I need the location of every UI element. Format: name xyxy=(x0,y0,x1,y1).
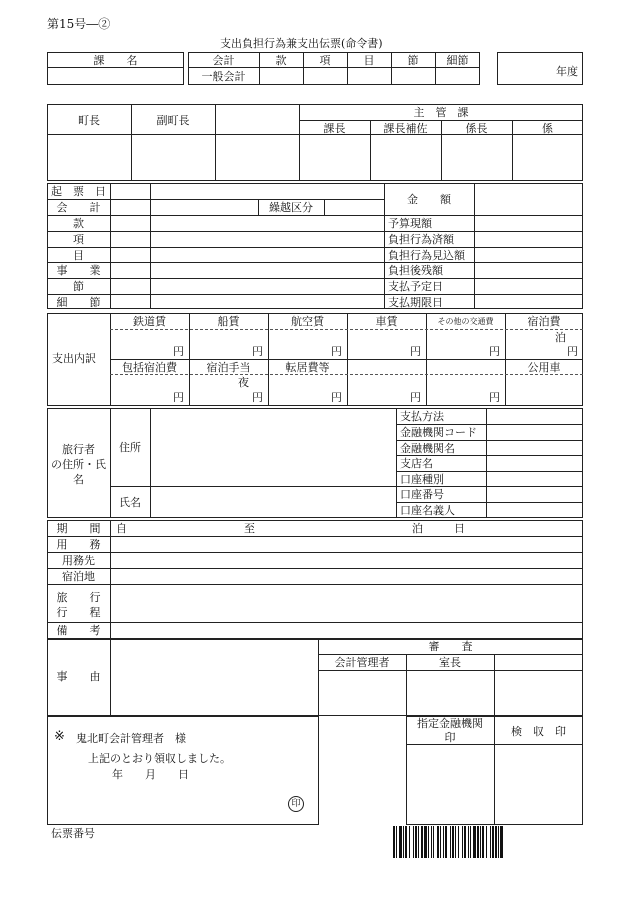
voucher-number-label: 伝票番号 xyxy=(51,827,95,840)
expense-lodging: 宿泊費 xyxy=(527,315,561,328)
budget-label-6: 節 xyxy=(73,280,84,293)
itinerary-label-2: 行 程 xyxy=(56,606,101,619)
period-nights: 泊 日 xyxy=(412,522,475,535)
budget-right-1: 負担行為済額 xyxy=(388,233,454,246)
kan-label: 款 xyxy=(275,54,287,67)
inspection-seal-label: 検 収 印 xyxy=(511,725,566,738)
expense-ship: 船賃 xyxy=(217,315,240,328)
director-label: 室長 xyxy=(439,656,461,669)
bank-label-0: 支払方法 xyxy=(400,410,444,423)
expense-allowance: 宿泊手当 xyxy=(206,361,251,374)
receipt-mark: ※ xyxy=(54,729,65,744)
expense-other: その他の交通費 xyxy=(437,317,494,326)
barcode xyxy=(393,826,583,858)
budget-label-4: 目 xyxy=(73,249,84,262)
page-title: 支出負担行為兼支出伝票(命令書) xyxy=(220,37,383,50)
period-to: 至 xyxy=(244,522,255,535)
remarks-label: 備 考 xyxy=(56,624,101,637)
audit-label: 審 査 xyxy=(428,640,473,653)
expense-air: 航空賃 xyxy=(291,315,324,328)
budget-label-3: 項 xyxy=(73,233,84,246)
setsu-label: 節 xyxy=(407,54,419,67)
expense-car: 車賃 xyxy=(375,315,398,328)
period-from: 自 xyxy=(116,522,127,535)
bank-label-2: 金融機関名 xyxy=(400,442,455,455)
budget-right-2: 負担行為見込額 xyxy=(388,249,465,262)
reason-label: 事 由 xyxy=(56,670,101,683)
barcode-bar xyxy=(500,826,503,858)
chief-label: 課長 xyxy=(323,122,346,135)
haku-label: 泊 xyxy=(555,331,566,344)
yen-10: 円 xyxy=(410,391,421,404)
itinerary-label-1: 旅 行 xyxy=(56,591,101,604)
name-label: 氏名 xyxy=(119,496,141,509)
yen-3: 円 xyxy=(331,345,342,358)
business-label: 用 務 xyxy=(56,538,101,551)
period-label: 期 間 xyxy=(56,522,101,535)
budget-label-0: 起 票 日 xyxy=(51,185,106,198)
yen-11: 円 xyxy=(489,391,500,404)
moku-label: 目 xyxy=(363,54,375,67)
kou-label: 項 xyxy=(319,54,331,67)
budget-right-4: 支払予定日 xyxy=(388,280,443,293)
yen-6: 円 xyxy=(567,345,578,358)
yen-2: 円 xyxy=(252,345,263,358)
expense-section-label: 支出内訳 xyxy=(52,352,96,365)
bank-label-3: 支店名 xyxy=(400,457,433,470)
bank-seal-label-2: 印 xyxy=(444,731,456,744)
staff-label: 係 xyxy=(542,122,553,135)
accounting-label: 会計 xyxy=(212,54,235,67)
budget-right-0: 予算現額 xyxy=(388,217,432,230)
yen-9: 円 xyxy=(331,391,342,404)
receipt-addressee: 鬼北町会計管理者 様 xyxy=(76,732,186,745)
seal-icon: 印 xyxy=(288,796,304,812)
budget-label-1: 会 計 xyxy=(56,201,101,214)
bank-label-5: 口座番号 xyxy=(400,488,444,501)
fiscal-year-label: 年度 xyxy=(556,65,578,78)
ka-label: 課 名 xyxy=(93,54,138,67)
destination-label: 用務先 xyxy=(62,554,95,567)
budget-right-3: 負担後残額 xyxy=(388,264,443,277)
mayor-label: 町長 xyxy=(78,114,100,127)
saisetsu-label: 細節 xyxy=(446,54,469,67)
traveler-label-1: 旅行者 xyxy=(62,443,95,456)
yen-8: 円 xyxy=(252,391,263,404)
expense-official-car: 公用車 xyxy=(527,361,561,374)
bank-label-6: 口座名義人 xyxy=(400,504,455,517)
receipt-text: 上記のとおり領収しました。 xyxy=(88,752,231,765)
supervisor-label: 係長 xyxy=(465,122,488,135)
bank-label-1: 金融機関コード xyxy=(400,426,477,439)
yen-1: 円 xyxy=(173,345,184,358)
budget-right-5: 支払期限日 xyxy=(388,296,443,309)
address-label: 住所 xyxy=(119,441,141,454)
form-number: 第15号―② xyxy=(47,17,111,31)
yoru-label: 夜 xyxy=(238,376,249,389)
carryover-label: 繰越区分 xyxy=(269,201,313,214)
expense-rail: 鉄道賃 xyxy=(133,315,166,328)
lodging-label: 宿泊地 xyxy=(62,570,95,583)
budget-label-7: 細 節 xyxy=(56,296,101,309)
manager-label: 会計管理者 xyxy=(334,656,390,669)
traveler-label-3: 名 xyxy=(73,473,84,486)
assistant-chief-label: 課長補佐 xyxy=(383,122,428,135)
amount-label: 金 額 xyxy=(407,193,451,206)
section-label: 主 管 課 xyxy=(413,106,469,119)
yen-7: 円 xyxy=(173,391,184,404)
accounting-value: 一般会計 xyxy=(201,70,246,83)
traveler-label-2: の住所・氏 xyxy=(51,458,106,471)
receipt-date: 年 月 日 xyxy=(112,768,189,781)
deputy-mayor-label: 副町長 xyxy=(156,114,190,127)
bank-seal-label-1: 指定金融機関 xyxy=(417,717,483,730)
yen-4: 円 xyxy=(410,345,421,358)
yen-5: 円 xyxy=(489,345,500,358)
budget-label-2: 款 xyxy=(73,217,84,230)
budget-label-5: 事 業 xyxy=(56,264,101,277)
expense-moving: 転居費等 xyxy=(285,361,330,374)
expense-package: 包括宿泊費 xyxy=(122,361,177,374)
bank-label-4: 口座種別 xyxy=(400,473,444,486)
